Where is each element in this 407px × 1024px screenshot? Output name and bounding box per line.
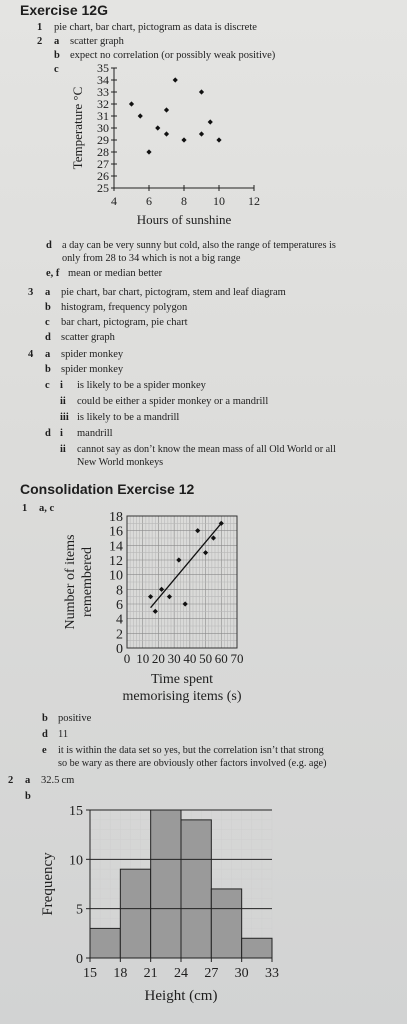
cq2a-letter: a [25, 775, 31, 786]
cq1-number: 1 [22, 503, 28, 514]
y-tick-label: 31 [97, 109, 109, 123]
q2d-answer-line2: only from 28 to 34 which is not a big range [62, 253, 241, 264]
q4b-letter: b [45, 364, 51, 375]
cq1d-answer: 11 [58, 729, 69, 740]
cq1e-answer-line2: so be wary as there are obviously other factors involved (e.g. age) [58, 758, 327, 769]
y-tick-label: 10 [69, 853, 83, 869]
x-tick-label: 27 [204, 966, 219, 981]
q4dii-answer-line1: cannot say as don’t know the mean mass of all Old World or all [77, 444, 336, 455]
q2ef-answer: mean or median better [68, 268, 163, 279]
q4cii-answer: could be either a spider monkey or a mandrill [77, 396, 269, 407]
cq1d-letter: d [42, 729, 48, 740]
x-tick-label: 21 [143, 966, 158, 981]
q2ef-letter: e, f [46, 268, 60, 279]
q3c-answer: bar chart, pictogram, pie chart [61, 317, 188, 328]
exercise-title: Exercise 12G [20, 2, 108, 18]
histogram-bar [90, 928, 120, 958]
cq2a-answer: 32.5 cm [41, 775, 75, 786]
histogram-bar [151, 810, 181, 958]
x-tick-label: 4 [111, 194, 117, 208]
y-tick-label: 34 [97, 73, 109, 87]
q2b-letter: b [54, 50, 60, 61]
q4di-roman: i [60, 428, 63, 439]
y-tick-label: 16 [109, 524, 123, 540]
cq2b-letter: b [25, 791, 31, 802]
cq1e-letter: e [42, 745, 47, 756]
y-tick-label: 14 [109, 539, 123, 555]
y-tick-label: 0 [116, 642, 123, 657]
y-tick-label: 32 [97, 97, 109, 111]
y-axis-label: Frequency [40, 852, 56, 916]
histogram-bar [242, 938, 272, 958]
q4-number: 4 [28, 349, 34, 360]
q2a-letter: a [54, 36, 60, 47]
y-tick-label: 10 [109, 568, 123, 584]
x-tick-label: 40 [183, 651, 197, 666]
x-tick-label: 30 [167, 651, 181, 666]
y-axis-label: Temperature °C [70, 86, 85, 170]
x-axis-label-line1: Time spent [150, 672, 214, 687]
x-tick-label: 8 [181, 194, 187, 208]
y-tick-label: 2 [116, 627, 123, 643]
q2b-answer: expect no correlation (or possibly weak positive) [70, 50, 276, 61]
q3-number: 3 [28, 287, 34, 298]
x-axis-label: Hours of sunshine [136, 212, 232, 227]
x-tick-label: 10 [213, 194, 225, 208]
y-tick-label: 12 [109, 554, 123, 569]
y-tick-label: 0 [76, 952, 83, 967]
q4ci-roman: i [60, 380, 63, 391]
histogram-bar [211, 889, 241, 958]
data-point [181, 137, 186, 142]
data-point [216, 137, 221, 142]
y-tick-label: 8 [116, 583, 123, 599]
x-tick-label: 24 [174, 966, 188, 981]
data-point [199, 89, 204, 94]
q3a-answer: pie chart, bar chart, pictogram, stem and leaf diagram [61, 287, 286, 298]
histogram-bar [120, 869, 150, 958]
height-histogram [0, 796, 407, 1018]
histogram-bar [181, 820, 211, 958]
x-tick-label: 12 [248, 194, 260, 208]
data-point [146, 149, 151, 154]
q3b-letter: b [45, 302, 51, 313]
q4ciii-roman: iii [60, 412, 69, 423]
y-tick-label: 18 [109, 510, 123, 525]
y-tick-label: 5 [76, 902, 83, 918]
cq1ac-letter: a, c [39, 503, 55, 514]
x-axis-label-line2: memorising items (s) [122, 689, 242, 704]
data-point [203, 550, 208, 555]
x-tick-label: 15 [83, 966, 97, 981]
x-axis-label: Height (cm) [144, 988, 218, 1004]
data-point [164, 131, 169, 136]
data-point [153, 609, 158, 614]
cq1b-letter: b [42, 713, 48, 724]
y-tick-label: 27 [97, 157, 109, 171]
data-point [208, 119, 213, 124]
q4c-letter: c [45, 380, 50, 391]
data-point [173, 77, 178, 82]
y-tick-label: 25 [97, 181, 109, 195]
cq2-number: 2 [8, 775, 14, 786]
x-tick-label: 6 [146, 194, 152, 208]
x-tick-label: 0 [123, 651, 131, 666]
q4b-answer: spider monkey [61, 364, 124, 375]
data-point [129, 101, 134, 106]
data-point [164, 107, 169, 112]
q2d-letter: d [46, 240, 52, 251]
y-tick-label: 28 [97, 145, 109, 159]
q4cii-roman: ii [60, 396, 66, 407]
sunshine-temperature-scatter [0, 58, 407, 238]
y-tick-label: 33 [97, 85, 109, 99]
q1-number: 1 [37, 22, 43, 33]
y-tick-label: 30 [97, 121, 109, 135]
q2d-answer-line1: a day can be very sunny but cold, also the range of temperatures is [62, 240, 336, 251]
q4d-letter: d [45, 428, 51, 439]
cq1e-answer-line1: it is within the data set so yes, but the correlation isn’t that strong [58, 745, 324, 756]
q4a-answer: spider monkey [61, 349, 124, 360]
q4a-letter: a [45, 349, 51, 360]
q2-number: 2 [37, 36, 43, 47]
x-tick-label: 70 [230, 651, 244, 666]
q1-answer: pie chart, bar chart, pictogram as data is discrete [54, 22, 257, 33]
x-tick-label: 33 [265, 966, 279, 981]
q3b-answer: histogram, frequency polygon [61, 302, 188, 313]
x-tick-label: 10 [136, 651, 150, 666]
y-axis-label-line2: remembered [80, 547, 95, 617]
q4ciii-answer: is likely to be a mandrill [77, 412, 180, 423]
x-tick-label: 60 [214, 651, 228, 666]
y-tick-label: 4 [116, 612, 123, 628]
x-tick-label: 20 [151, 651, 165, 666]
line-of-best-fit [151, 523, 222, 607]
q2c-letter: c [54, 64, 59, 75]
y-tick-label: 15 [69, 804, 83, 819]
q4dii-answer-line2: New World monkeys [77, 457, 164, 468]
y-axis-label-line1: Number of items [63, 534, 78, 630]
q4dii-roman: ii [60, 444, 66, 455]
data-point [159, 587, 164, 592]
q4di-answer: mandrill [77, 428, 113, 439]
q3d-letter: d [45, 332, 51, 343]
y-tick-label: 29 [97, 133, 109, 147]
x-tick-label: 50 [199, 651, 213, 666]
data-point [199, 131, 204, 136]
data-point [138, 113, 143, 118]
cq1b-answer: positive [58, 713, 92, 724]
q4ci-answer: is likely to be a spider monkey [77, 380, 206, 391]
x-tick-label: 18 [113, 966, 128, 981]
memorising-scatter [0, 498, 407, 710]
y-tick-label: 26 [97, 169, 109, 183]
y-tick-label: 35 [97, 61, 109, 75]
q3d-answer: scatter graph [61, 332, 115, 343]
q2a-answer: scatter graph [70, 36, 124, 47]
x-tick-label: 30 [234, 966, 249, 981]
consolidation-title: Consolidation Exercise 12 [20, 481, 195, 497]
data-point [155, 125, 160, 130]
q3a-letter: a [45, 287, 51, 298]
q3c-letter: c [45, 317, 50, 328]
y-tick-label: 6 [116, 598, 123, 613]
